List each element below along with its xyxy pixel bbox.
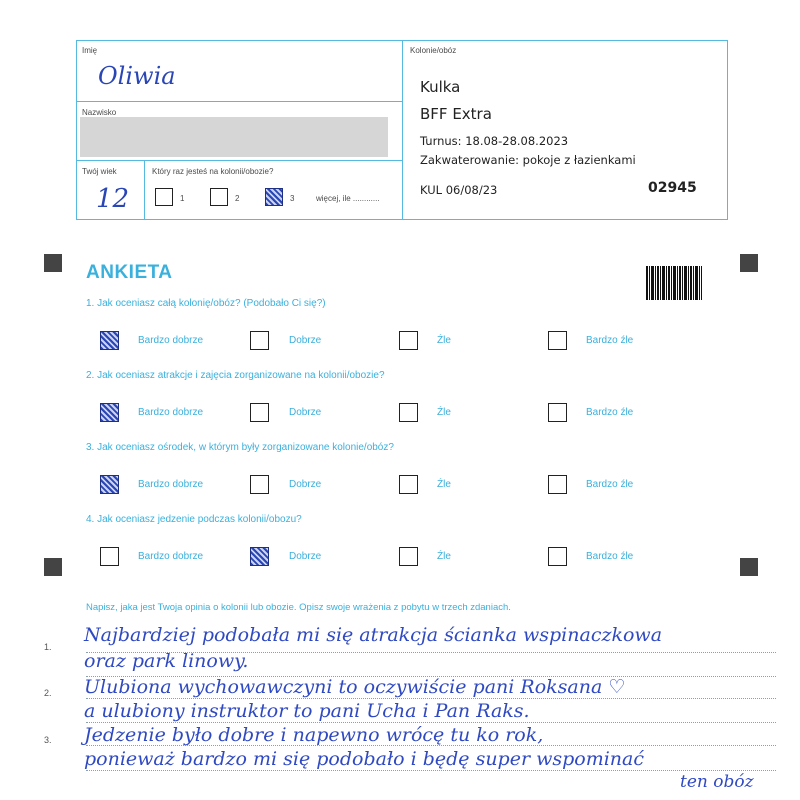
q3-option-label-4: Bardzo źle: [586, 479, 634, 490]
q1-option-checkbox-2[interactable]: [250, 331, 269, 350]
opinion-line-number-2: 2.: [44, 688, 52, 698]
header-divider-surname: [76, 160, 402, 161]
q1-option-checkbox-1[interactable]: [100, 331, 119, 350]
opinion-prompt: Napisz, jaka jest Twoja opinia o kolonii lub obozie. Opisz swoje wrażenia z pobytu w trzech zdaniach.: [86, 602, 511, 613]
opinion-handwritten-line: Jedzenie było dobre i napewno wrócę tu ko rok,: [84, 724, 544, 746]
registration-marker-top-right: [740, 254, 758, 272]
q1-option-label-4: Bardzo źle: [586, 335, 634, 346]
q3-option-label-3: Źle: [437, 479, 451, 490]
q2-option-label-3: Źle: [437, 407, 451, 418]
times-checkbox-1[interactable]: [155, 188, 173, 206]
q4-option-label-2: Dobrze: [289, 551, 322, 562]
registration-marker-bottom-right: [740, 558, 758, 576]
camp-accommodation: Zakwaterowanie: pokoje z łazienkami: [420, 153, 636, 167]
survey-question-1: 1. Jak oceniasz całą kolonię/obóz? (Podobało Ci się?): [86, 298, 326, 309]
q3-option-checkbox-1[interactable]: [100, 475, 119, 494]
camp-number: 02945: [648, 180, 697, 196]
q3-option-label-2: Dobrze: [289, 479, 322, 490]
name-value: Oliwia: [98, 62, 176, 90]
q4-option-checkbox-1[interactable]: [100, 547, 119, 566]
header-divider-name: [76, 101, 402, 102]
q2-option-checkbox-1[interactable]: [100, 403, 119, 422]
times-option-2: 2: [235, 194, 240, 203]
opinion-handwritten-line: ten obóz: [680, 772, 754, 792]
opinion-dotted-line: [86, 698, 776, 699]
opinion-handwritten-line: oraz park linowy.: [84, 650, 249, 672]
opinion-handwritten-line: a ulubiony instruktor to pani Ucha i Pan Raks.: [84, 700, 530, 722]
header-divider-age: [144, 160, 145, 220]
q2-option-checkbox-4[interactable]: [548, 403, 567, 422]
survey-question-4: 4. Jak oceniasz jedzenie podczas kolonii/obozu?: [86, 514, 302, 525]
camp-turnus: Turnus: 18.08-28.08.2023: [420, 134, 569, 148]
q1-option-label-1: Bardzo dobrze: [138, 335, 204, 346]
q3-option-checkbox-2[interactable]: [250, 475, 269, 494]
q2-option-checkbox-2[interactable]: [250, 403, 269, 422]
barcode-icon: [646, 266, 702, 300]
opinion-line-number-1: 1.: [44, 642, 52, 652]
times-more-label: więcej, ile ............: [316, 194, 380, 203]
camp-program: BFF Extra: [420, 105, 492, 123]
q3-option-checkbox-3[interactable]: [399, 475, 418, 494]
q4-option-label-1: Bardzo dobrze: [138, 551, 204, 562]
times-checkbox-2[interactable]: [210, 188, 228, 206]
registration-marker-top-left: [44, 254, 62, 272]
registration-marker-bottom-left: [44, 558, 62, 576]
surname-label: Nazwisko: [82, 108, 117, 117]
q4-option-label-4: Bardzo źle: [586, 551, 634, 562]
q1-option-label-2: Dobrze: [289, 335, 322, 346]
survey-question-2: 2. Jak oceniasz atrakcje i zajęcia zorganizowane na kolonii/obozie?: [86, 370, 385, 381]
times-checkbox-3-checked[interactable]: [265, 188, 283, 206]
q3-option-checkbox-4[interactable]: [548, 475, 567, 494]
q2-option-label-2: Dobrze: [289, 407, 322, 418]
header-divider-vertical: [402, 40, 403, 220]
opinion-handwritten-line: Najbardziej podobała mi się atrakcja ścianka wspinaczkowa: [84, 624, 663, 646]
times-option-3: 3: [290, 194, 295, 203]
q1-option-checkbox-4[interactable]: [548, 331, 567, 350]
survey-title: ANKIETA: [86, 262, 173, 283]
q2-option-checkbox-3[interactable]: [399, 403, 418, 422]
q4-option-checkbox-4[interactable]: [548, 547, 567, 566]
times-option-1: 1: [180, 194, 185, 203]
survey-question-3: 3. Jak oceniasz ośrodek, w którym były zorganizowane kolonie/obóz?: [86, 442, 394, 453]
camp-code: KUL 06/08/23: [420, 183, 498, 197]
opinion-line-number-3: 3.: [44, 735, 52, 745]
q3-option-label-1: Bardzo dobrze: [138, 479, 204, 490]
opinion-dotted-line: [86, 722, 776, 723]
age-label: Twój wiek: [82, 167, 117, 176]
q1-option-checkbox-3[interactable]: [399, 331, 418, 350]
opinion-handwritten-line: Ulubiona wychowawczyni to oczywiście pani Roksana ♡: [84, 676, 626, 698]
q1-option-label-3: Źle: [437, 335, 451, 346]
age-value: 12: [96, 184, 130, 214]
surname-redacted: [80, 117, 388, 157]
q4-option-checkbox-3[interactable]: [399, 547, 418, 566]
q4-option-label-3: Źle: [437, 551, 451, 562]
opinion-dotted-line: [86, 770, 776, 771]
opinion-handwritten-line: ponieważ bardzo mi się podobało i będę super wspominać: [84, 748, 644, 770]
q2-option-label-4: Bardzo źle: [586, 407, 634, 418]
times-label: Który raz jesteś na kolonii/obozie?: [152, 167, 274, 176]
camp-label: Kolonie/obóz: [410, 46, 457, 55]
name-label: Imię: [82, 46, 98, 55]
camp-name: Kulka: [420, 78, 461, 96]
q4-option-checkbox-2[interactable]: [250, 547, 269, 566]
q2-option-label-1: Bardzo dobrze: [138, 407, 204, 418]
